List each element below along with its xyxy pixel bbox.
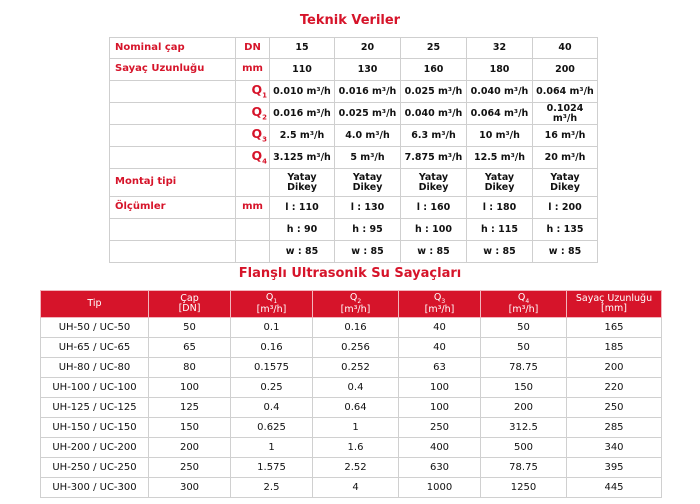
table-cell: 50 xyxy=(481,338,567,358)
table-cell: 200 xyxy=(481,398,567,418)
row-label: Ölçümler xyxy=(110,197,236,219)
row-label xyxy=(110,81,236,103)
table-cell: 0.4 xyxy=(313,378,399,398)
flow-rate-symbol: $Q_4$ xyxy=(236,147,270,169)
table-cell: 32 xyxy=(467,38,533,59)
table-cell: 0.1024 m³/h xyxy=(533,103,598,125)
technical-row xyxy=(110,103,598,125)
flow-rate-index: 2 xyxy=(357,297,362,305)
flow-rate-symbol: $Q_1$ xyxy=(236,81,270,103)
table-cell: 4.0 m³/h xyxy=(335,125,401,147)
table-cell: 100 xyxy=(399,378,481,398)
table-cell: 300 xyxy=(149,478,231,498)
table-cell: w : 85 xyxy=(335,241,401,263)
technical-data-title: Teknik Veriler xyxy=(299,13,401,28)
row-label xyxy=(110,147,236,169)
table-cell: 200 xyxy=(149,438,231,458)
table-cell: 80 xyxy=(149,358,231,378)
table-row xyxy=(41,438,662,458)
table-cell: Yatay Dikey xyxy=(401,169,467,197)
table-cell: UH-125 / UC-125 xyxy=(41,398,149,418)
row-label: Sayaç Uzunluğu xyxy=(110,59,236,81)
table-cell: 0.025 m³/h xyxy=(335,103,401,125)
table-cell: Yatay Dikey xyxy=(335,169,401,197)
table-cell: 100 xyxy=(399,398,481,418)
table-cell: 180 xyxy=(467,59,533,81)
table-cell: 0.64 xyxy=(313,398,399,418)
table-cell: 395 xyxy=(567,458,662,478)
table-row xyxy=(41,458,662,478)
table-cell: UH-200 / UC-200 xyxy=(41,438,149,458)
table-cell: 150 xyxy=(481,378,567,398)
table-cell: 15 xyxy=(270,38,335,59)
table-cell: 0.016 m³/h xyxy=(335,81,401,103)
row-label xyxy=(110,125,236,147)
table-cell: UH-80 / UC-80 xyxy=(41,358,149,378)
table-cell: 78.75 xyxy=(481,458,567,478)
row-label: Nominal çap xyxy=(110,38,236,59)
table-cell: 1250 xyxy=(481,478,567,498)
technical-data-table xyxy=(109,37,598,263)
table-cell: 500 xyxy=(481,438,567,458)
table-cell: 165 xyxy=(567,318,662,338)
flow-rate-index: 3 xyxy=(441,297,446,305)
table-cell: 5 m³/h xyxy=(335,147,401,169)
table-cell: 1 xyxy=(313,418,399,438)
table-cell: 16 m³/h xyxy=(533,125,598,147)
table-cell: UH-300 / UC-300 xyxy=(41,478,149,498)
table-cell: h : 100 xyxy=(401,219,467,241)
table-cell: 130 xyxy=(335,59,401,81)
table-cell: w : 85 xyxy=(270,241,335,263)
table-cell: 1000 xyxy=(399,478,481,498)
table-cell: 200 xyxy=(533,59,598,81)
table-cell: w : 85 xyxy=(533,241,598,263)
table-cell: w : 85 xyxy=(467,241,533,263)
table-cell: 2.5 m³/h xyxy=(270,125,335,147)
technical-row xyxy=(110,38,598,59)
table-cell: 20 xyxy=(335,38,401,59)
table-cell: 1.6 xyxy=(313,438,399,458)
table-cell: 2.5 xyxy=(231,478,313,498)
flanged-meters-title: Flanşlı Ultrasonik Su Sayaçları xyxy=(238,266,462,281)
table-cell: 285 xyxy=(567,418,662,438)
column-header: Tip xyxy=(41,291,149,318)
flanged-meters-table xyxy=(40,290,662,498)
column-header: Sayaç Uzunluğu [mm] xyxy=(567,291,662,318)
table-row xyxy=(41,418,662,438)
table-cell: h : 115 xyxy=(467,219,533,241)
technical-row xyxy=(110,241,598,263)
table-cell: UH-50 / UC-50 xyxy=(41,318,149,338)
technical-row xyxy=(110,197,598,219)
row-label: Montaj tipi xyxy=(110,169,236,197)
table-cell: 2.52 xyxy=(313,458,399,478)
flow-rate-symbol: $Q_2$ xyxy=(236,103,270,125)
flow-rate-index: 1 xyxy=(273,297,278,305)
table-cell: 400 xyxy=(399,438,481,458)
table-cell: 0.025 m³/h xyxy=(401,81,467,103)
table-cell: 250 xyxy=(149,458,231,478)
table-cell: Yatay Dikey xyxy=(533,169,598,197)
table-cell: 630 xyxy=(399,458,481,478)
flow-rate-index: 4 xyxy=(262,157,267,166)
row-unit xyxy=(236,219,270,241)
row-unit: mm xyxy=(236,59,270,81)
table-cell: 185 xyxy=(567,338,662,358)
table-cell: 445 xyxy=(567,478,662,498)
table-cell: 40 xyxy=(399,338,481,358)
row-unit: mm xyxy=(236,197,270,219)
table-cell: 220 xyxy=(567,378,662,398)
row-unit xyxy=(236,169,270,197)
technical-row xyxy=(110,125,598,147)
table-cell: 50 xyxy=(481,318,567,338)
table-row xyxy=(41,318,662,338)
table-cell: l : 130 xyxy=(335,197,401,219)
table-row xyxy=(41,378,662,398)
table-cell: l : 200 xyxy=(533,197,598,219)
table-cell: 50 xyxy=(149,318,231,338)
table-cell: 1.575 xyxy=(231,458,313,478)
table-cell: 0.1 xyxy=(231,318,313,338)
flow-rate-index: 4 xyxy=(525,297,530,305)
table-cell: Yatay Dikey xyxy=(467,169,533,197)
table-cell: 40 xyxy=(399,318,481,338)
table-cell: 0.016 m³/h xyxy=(270,103,335,125)
table-cell: 6.3 m³/h xyxy=(401,125,467,147)
column-header: $Q_1$ [m³/h] xyxy=(231,291,313,318)
table-cell: 0.252 xyxy=(313,358,399,378)
table-cell: 63 xyxy=(399,358,481,378)
table-row xyxy=(41,478,662,498)
table-cell: l : 160 xyxy=(401,197,467,219)
table-cell: 12.5 m³/h xyxy=(467,147,533,169)
table-cell: 150 xyxy=(149,418,231,438)
table-cell: 0.1575 xyxy=(231,358,313,378)
table-row xyxy=(41,338,662,358)
table-cell: l : 110 xyxy=(270,197,335,219)
flanged-header-row xyxy=(41,291,662,318)
flow-rate-index: 2 xyxy=(262,113,267,122)
row-unit xyxy=(236,241,270,263)
table-cell: 78.75 xyxy=(481,358,567,378)
table-cell: 4 xyxy=(313,478,399,498)
flow-rate-symbol: $Q_3$ xyxy=(236,125,270,147)
table-cell: h : 135 xyxy=(533,219,598,241)
technical-row xyxy=(110,59,598,81)
technical-row xyxy=(110,147,598,169)
table-cell: 125 xyxy=(149,398,231,418)
table-cell: 3.125 m³/h xyxy=(270,147,335,169)
table-cell: 40 xyxy=(533,38,598,59)
table-cell: 0.16 xyxy=(313,318,399,338)
table-cell: 0.625 xyxy=(231,418,313,438)
table-cell: 20 m³/h xyxy=(533,147,598,169)
table-cell: w : 85 xyxy=(401,241,467,263)
table-cell: 0.040 m³/h xyxy=(401,103,467,125)
table-row xyxy=(41,358,662,378)
table-cell: h : 90 xyxy=(270,219,335,241)
table-cell: UH-100 / UC-100 xyxy=(41,378,149,398)
technical-row xyxy=(110,81,598,103)
flow-rate-index: 3 xyxy=(262,135,267,144)
table-cell: 0.064 m³/h xyxy=(533,81,598,103)
table-cell: UH-150 / UC-150 xyxy=(41,418,149,438)
row-label xyxy=(110,219,236,241)
table-cell: 0.040 m³/h xyxy=(467,81,533,103)
row-label xyxy=(110,103,236,125)
table-cell: 25 xyxy=(401,38,467,59)
table-cell: UH-250 / UC-250 xyxy=(41,458,149,478)
table-cell: 7.875 m³/h xyxy=(401,147,467,169)
table-cell: 160 xyxy=(401,59,467,81)
table-cell: UH-65 / UC-65 xyxy=(41,338,149,358)
table-cell: l : 180 xyxy=(467,197,533,219)
column-header: $Q_2$ [m³/h] xyxy=(313,291,399,318)
table-cell: 250 xyxy=(567,398,662,418)
table-cell: 100 xyxy=(149,378,231,398)
row-unit: DN xyxy=(236,38,270,59)
table-cell: 0.4 xyxy=(231,398,313,418)
technical-row xyxy=(110,219,598,241)
flow-rate-index: 1 xyxy=(262,91,267,100)
technical-row xyxy=(110,169,598,197)
table-cell: 0.16 xyxy=(231,338,313,358)
table-cell: 0.25 xyxy=(231,378,313,398)
table-cell: 110 xyxy=(270,59,335,81)
table-row xyxy=(41,398,662,418)
table-cell: 200 xyxy=(567,358,662,378)
table-cell: 10 m³/h xyxy=(467,125,533,147)
table-cell: 340 xyxy=(567,438,662,458)
table-cell: 250 xyxy=(399,418,481,438)
column-header: Çap [DN] xyxy=(149,291,231,318)
table-cell: 0.010 m³/h xyxy=(270,81,335,103)
table-cell: Yatay Dikey xyxy=(270,169,335,197)
row-label xyxy=(110,241,236,263)
table-cell: h : 95 xyxy=(335,219,401,241)
table-cell: 312.5 xyxy=(481,418,567,438)
table-cell: 1 xyxy=(231,438,313,458)
table-cell: 0.064 m³/h xyxy=(467,103,533,125)
table-cell: 0.256 xyxy=(313,338,399,358)
column-header: $Q_3$ [m³/h] xyxy=(399,291,481,318)
column-header: $Q_4$ [m³/h] xyxy=(481,291,567,318)
table-cell: 65 xyxy=(149,338,231,358)
